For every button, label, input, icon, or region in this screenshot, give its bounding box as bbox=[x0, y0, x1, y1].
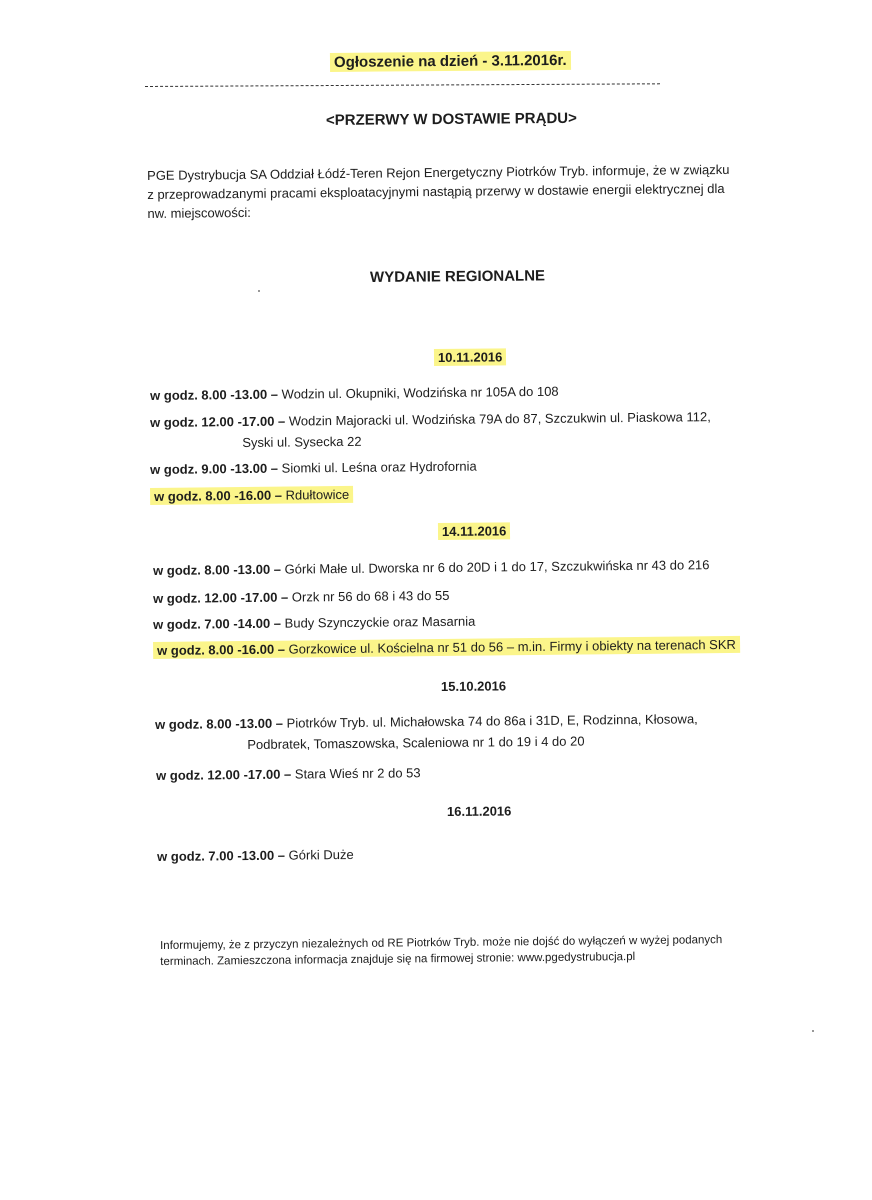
date-heading-text: 10.11.2016 bbox=[434, 348, 507, 366]
schedule-entry bbox=[157, 844, 354, 867]
entry-time: w godz. 7.00 -14.00 – bbox=[153, 615, 282, 632]
date-heading bbox=[438, 523, 510, 539]
section-heading: WYDANIE REGIONALNE bbox=[369, 267, 546, 286]
announcement-title-text: Ogłoszenie na dzień - 3.11.2016r. bbox=[330, 51, 571, 72]
entry-time: w godz. 12.00 -17.00 – bbox=[156, 766, 292, 783]
entry-time: w godz. 9.00 -13.00 – bbox=[150, 460, 279, 477]
intro-line: z przeprowadzanymi pracami eksploatacyjnymi nastąpią przerwy w dostawie energii elektrycznej dla bbox=[147, 180, 725, 202]
date-heading bbox=[434, 349, 506, 365]
entry-place: Gorzkowice ul. Kościelna nr 51 do 56 – m.in. Firmy i obiekty na terenach SKR bbox=[288, 636, 736, 657]
entry-place: Rdułtowice bbox=[285, 486, 350, 503]
intro-line: PGE Dystrybucja SA Oddział Łódź-Teren Rejon Energetyczny Piotrków Tryb. informuje, że w związku bbox=[147, 161, 730, 183]
footer-line: terminach. Zamieszczona informacja znajduje się na firmowej stronie: www.pgedystrubucja.pl bbox=[160, 951, 636, 968]
scan-speck bbox=[258, 290, 260, 292]
entry-place: Budy Szynczyckie oraz Masarnia bbox=[284, 613, 476, 631]
dashed-divider bbox=[145, 83, 660, 87]
entry-time: w godz. 8.00 -13.00 – bbox=[153, 561, 282, 578]
scan-speck bbox=[812, 1030, 814, 1032]
entry-place: Wodzin ul. Okupniki, Wodzińska nr 105A do 108 bbox=[281, 383, 559, 402]
entry-place: Górki Duże bbox=[288, 846, 354, 863]
date-heading: 16.11.2016 bbox=[446, 803, 512, 819]
date-heading-text: 14.11.2016 bbox=[438, 522, 511, 540]
footer-line: Informujemy, że z przyczyn niezależnych od RE Piotrków Tryb. może nie dojść do wyłączeń w wyżej podanych bbox=[160, 934, 723, 952]
schedule-entry bbox=[150, 406, 711, 454]
entry-time: w godz. 12.00 -17.00 – bbox=[150, 413, 286, 430]
entry-place: Piotrków Tryb. ul. Michałowska 74 do 86a i 31D, E, Rodzinna, Kłosowa, bbox=[286, 711, 698, 731]
schedule-entry bbox=[156, 762, 421, 786]
entry-time: w godz. 7.00 -13.00 – bbox=[157, 847, 286, 864]
schedule-entry-highlighted bbox=[150, 484, 353, 507]
footer-note bbox=[160, 931, 810, 970]
schedule-entry bbox=[150, 381, 559, 406]
entry-time: w godz. 8.00 -16.00 – bbox=[157, 641, 286, 658]
entry-time: w godz. 8.00 -16.00 – bbox=[154, 487, 283, 504]
schedule-entry bbox=[150, 456, 477, 480]
intro-paragraph bbox=[147, 159, 808, 223]
entry-place-continuation: Syski ul. Sysecka 22 bbox=[242, 433, 362, 451]
entry-place: Orzk nr 56 do 68 i 43 do 55 bbox=[291, 587, 450, 605]
entry-place: Górki Małe ul. Dworska nr 6 do 20D i 1 do 17, Szczukwińska nr 43 do 216 bbox=[284, 557, 710, 577]
schedule-entry bbox=[155, 708, 698, 756]
entry-time: w godz. 8.00 -13.00 – bbox=[150, 386, 279, 403]
schedule-entry-highlighted bbox=[153, 634, 740, 661]
entry-place-continuation: Podbratek, Tomaszowska, Scaleniowa nr 1 do 19 i 4 do 20 bbox=[247, 733, 585, 753]
entry-time: w godz. 8.00 -13.00 – bbox=[155, 715, 284, 732]
intro-line: nw. miejscowości: bbox=[147, 204, 251, 221]
schedule-entry bbox=[153, 554, 710, 581]
entry-place: Wodzin Majoracki ul. Wodzińska 79A do 87, Szczukwin ul. Piaskowa 112, bbox=[288, 409, 711, 429]
date-heading: 15.10.2016 bbox=[440, 678, 507, 694]
schedule-entry bbox=[153, 611, 475, 635]
schedule-entry bbox=[153, 585, 450, 609]
entry-time: w godz. 12.00 -17.00 – bbox=[153, 589, 289, 606]
entry-place: Stara Wieś nr 2 do 53 bbox=[294, 765, 421, 782]
announcement-title bbox=[330, 52, 571, 71]
page-subtitle: <PRZERWY W DOSTAWIE PRĄDU> bbox=[325, 109, 577, 129]
entry-place: Siomki ul. Leśna oraz Hydrofornia bbox=[281, 458, 477, 476]
